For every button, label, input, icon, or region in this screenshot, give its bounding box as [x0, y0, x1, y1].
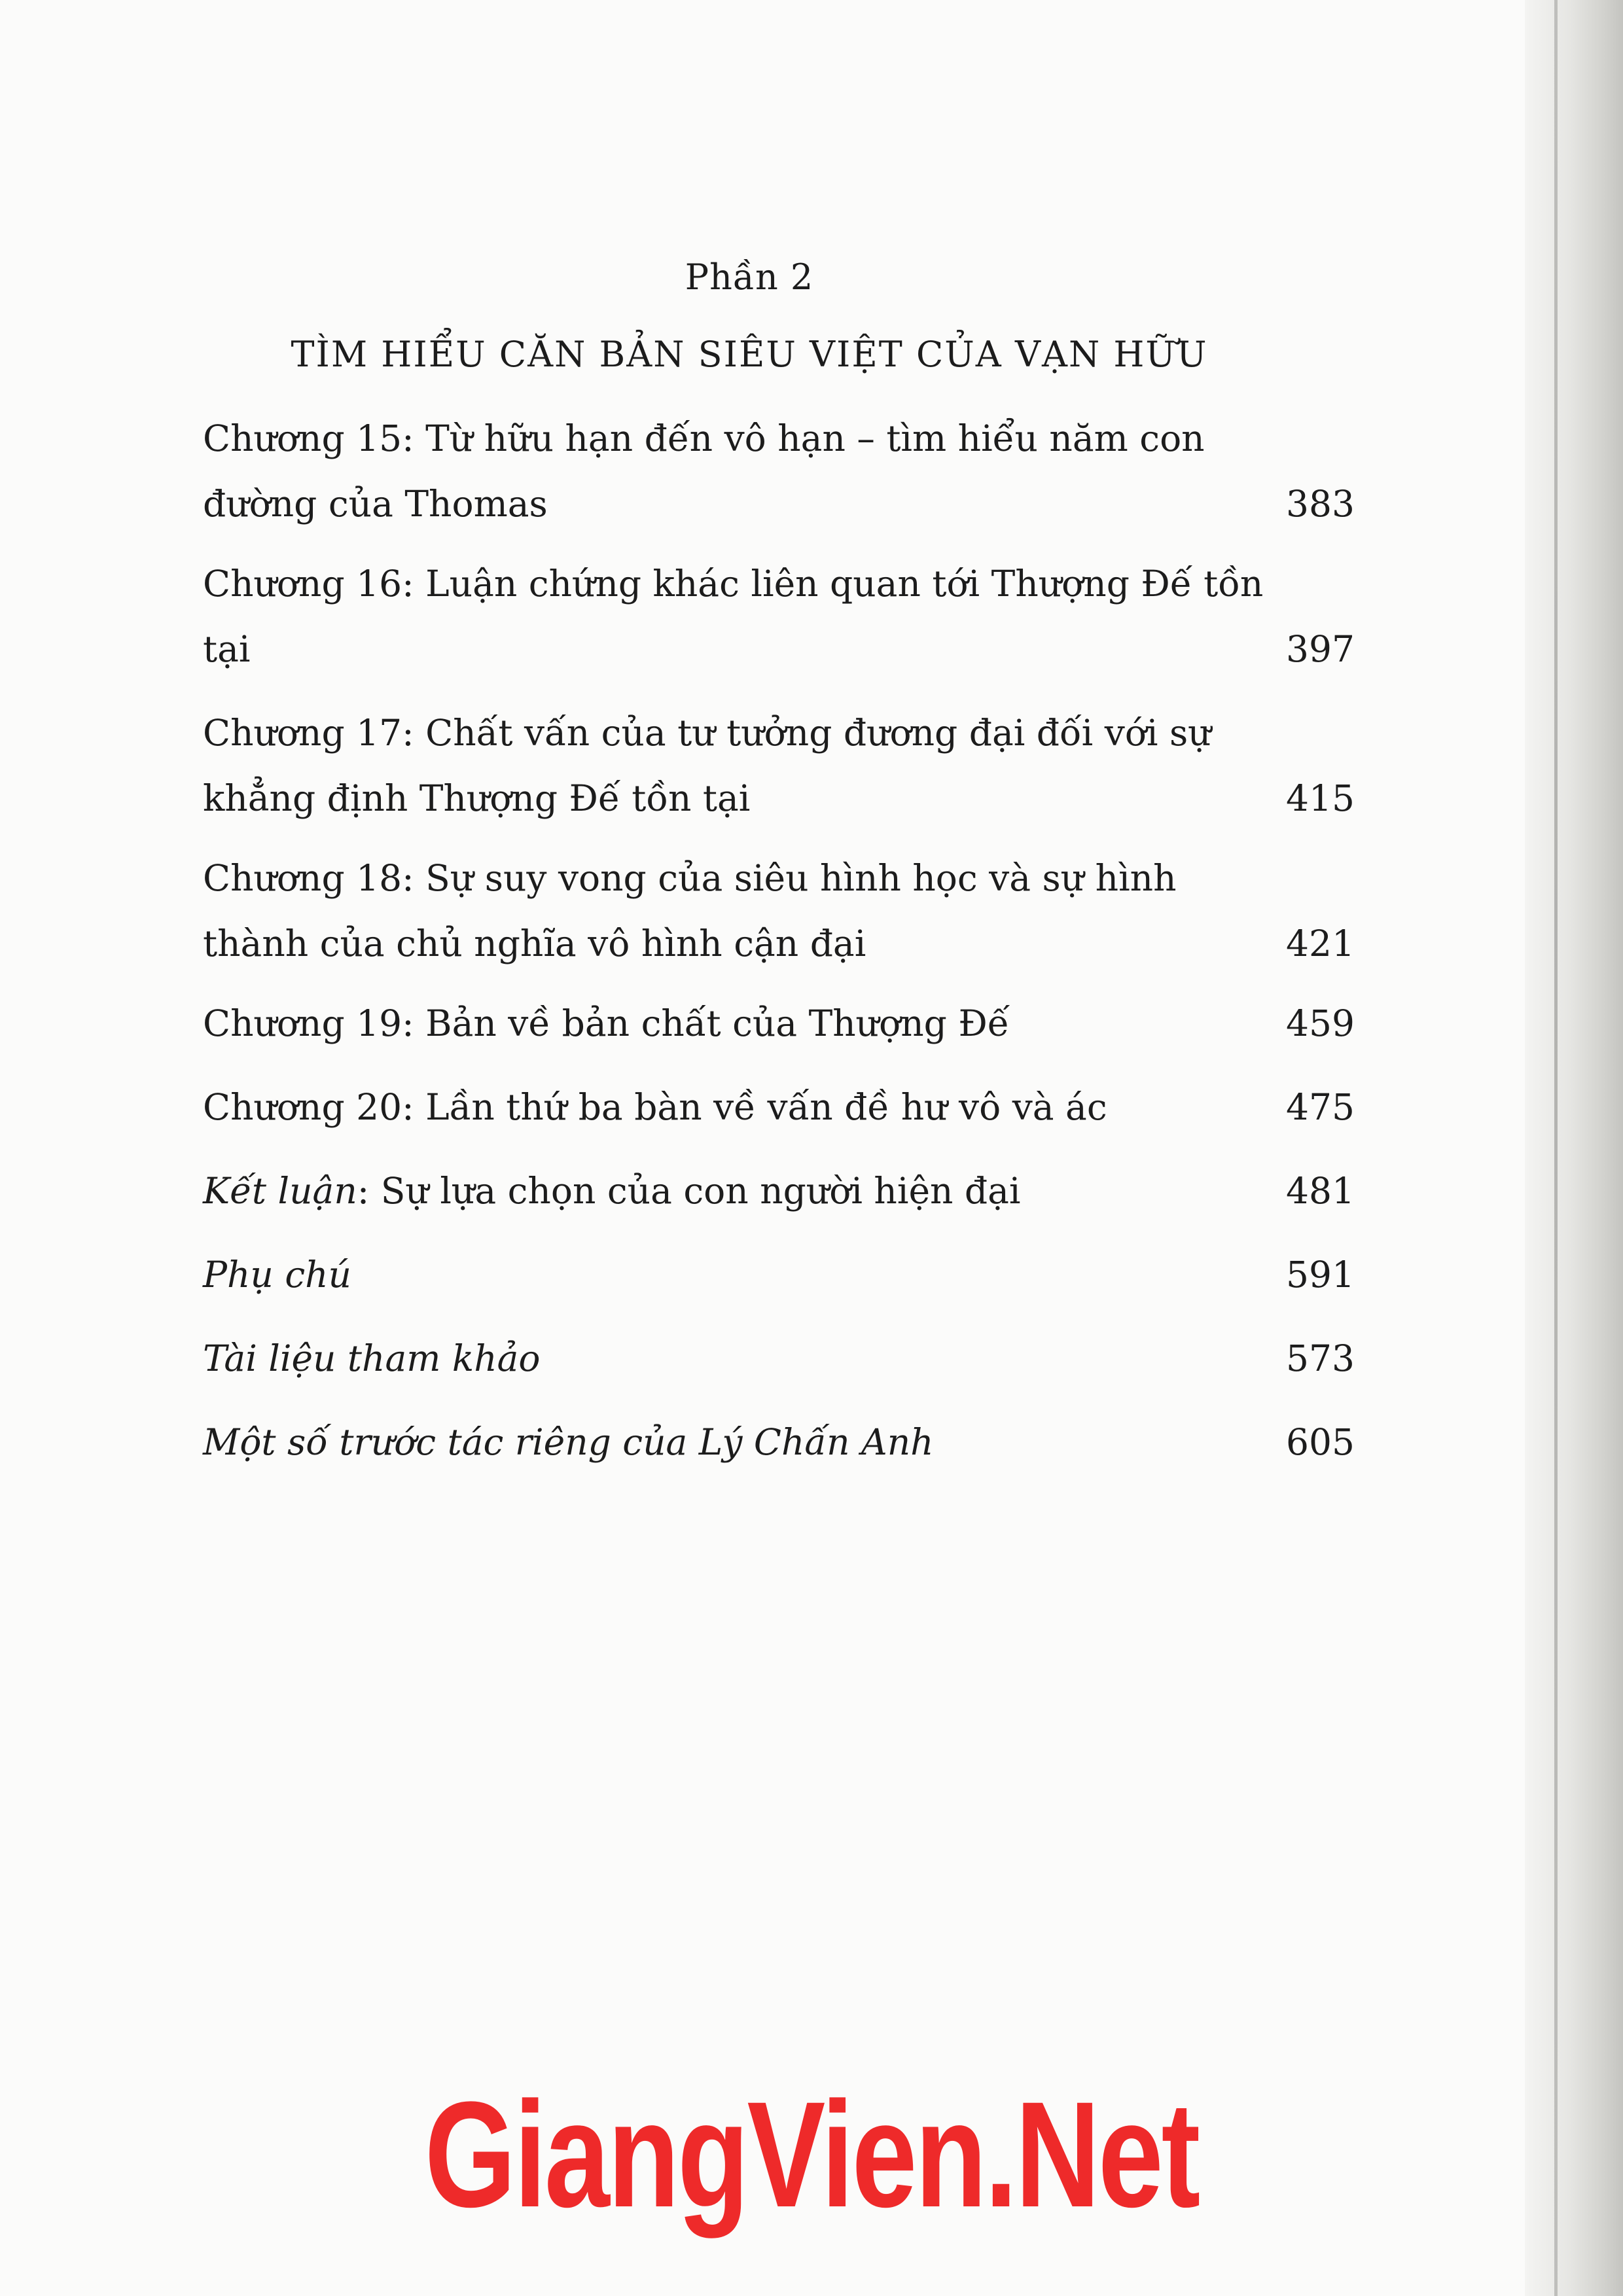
toc-entry-prefix: Chương 19: — [203, 1002, 414, 1044]
toc-entry-title: Sự suy vong của siêu hình học và sự hình thành của chủ nghĩa vô hình cận đại — [203, 857, 1177, 964]
toc-entry-notes — [203, 1242, 1355, 1307]
part-title: TÌM HIỂU CĂN BẢN SIÊU VIỆT CỦA VẠN HỮU — [291, 334, 1208, 375]
toc-entry-title: Từ hữu hạn đến vô hạn – tìm hiểu năm con đường của Thomas — [203, 417, 1205, 525]
toc-entry-page: 459 — [1286, 1002, 1355, 1044]
toc-entry-prefix: Một số trước tác riêng của Lý Chấn Anh — [203, 1421, 934, 1463]
toc-entry-prefix: Kết luận — [203, 1170, 357, 1212]
toc-entry-page: 605 — [1286, 1421, 1355, 1463]
toc-entry-chapter-18 — [203, 845, 1355, 976]
toc-entry-chapter-15 — [203, 406, 1355, 537]
toc-entry-page: 573 — [1286, 1337, 1355, 1379]
toc-entry-page: 591 — [1286, 1254, 1355, 1296]
table-of-contents — [203, 406, 1355, 1493]
toc-entry-page: 415 — [1286, 777, 1355, 819]
toc-entry-chapter-17 — [203, 700, 1355, 831]
toc-entry-other-works — [203, 1409, 1355, 1475]
toc-entry-chapter-19 — [203, 991, 1355, 1056]
toc-entry-chapter-20 — [203, 1074, 1355, 1140]
toc-entry-title: Bản về bản chất của Thượng Đế — [414, 1002, 1010, 1044]
toc-entry-title: : Sự lựa chọn của con người hiện đại — [357, 1170, 1021, 1212]
toc-entry-page: 421 — [1286, 923, 1355, 964]
watermark: GiangVien.Net — [424, 2070, 1199, 2238]
toc-entry-conclusion — [203, 1158, 1355, 1224]
toc-entry-page: 383 — [1286, 483, 1355, 525]
toc-entry-page: 397 — [1286, 628, 1355, 670]
toc-entry-page: 475 — [1286, 1086, 1355, 1128]
toc-entry-title: Luận chứng khác liên quan tới Thượng Đế tồn tại — [203, 563, 1264, 670]
toc-entry-references — [203, 1326, 1355, 1391]
toc-entry-prefix: Chương 18: — [203, 857, 414, 899]
toc-entry-prefix: Chương 20: — [203, 1086, 414, 1128]
toc-entry-prefix: Tài liệu tham khảo — [203, 1337, 541, 1379]
part-label: Phần 2 — [685, 256, 814, 298]
toc-entry-prefix: Phụ chú — [203, 1254, 351, 1296]
toc-entry-prefix: Chương 16: — [203, 563, 414, 605]
spine-edge — [1554, 0, 1558, 2296]
toc-entry-prefix: Chương 17: — [203, 712, 414, 754]
toc-entry-title: Chất vấn của tư tưởng đương đại đối với sự khẳng định Thượng Đế tồn tại — [203, 712, 1211, 819]
toc-entry-chapter-16 — [203, 551, 1355, 682]
toc-entry-prefix: Chương 15: — [203, 417, 414, 459]
toc-entry-title: Lần thứ ba bàn về vấn đề hư vô và ác — [414, 1086, 1107, 1128]
toc-entry-page: 481 — [1286, 1170, 1355, 1212]
spine-shadow — [1525, 0, 1623, 2296]
